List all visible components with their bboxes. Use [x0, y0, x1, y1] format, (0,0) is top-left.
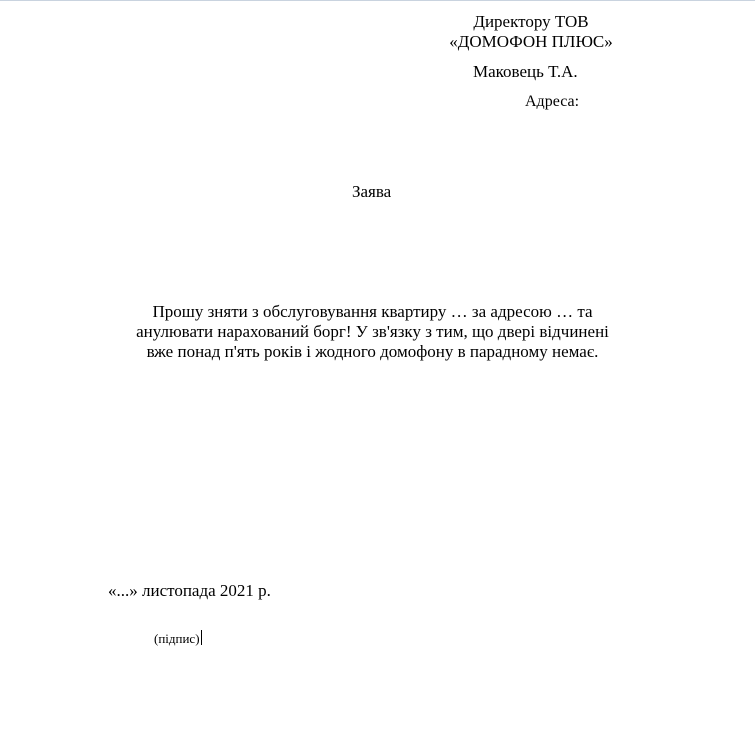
- addressee-line-1: Директору ТОВ: [473, 12, 589, 31]
- document-title: Заява: [352, 182, 392, 201]
- request-text: [100, 302, 645, 362]
- request-line-2: анулювати нарахований борг! У зв'язку з тим, що двері відчинені: [136, 322, 609, 341]
- addressee-line-2: «ДОМОФОН ПЛЮС»: [449, 32, 613, 51]
- request-line-1: Прошу зняти з обслуговування квартиру … за адресою … та: [152, 302, 593, 321]
- signature-label: (підпис): [154, 631, 200, 646]
- text-cursor: [201, 630, 202, 645]
- top-border: [0, 0, 755, 1]
- signature-line[interactable]: [154, 630, 202, 647]
- date-line: «...» листопада 2021 р.: [108, 581, 271, 600]
- address-label: Адреса:: [525, 93, 580, 110]
- request-line-3: вже понад п'ять років і жодного домофону в парадному немає.: [146, 342, 599, 361]
- addressee-block: [441, 12, 621, 52]
- addressee-name: Маковець Т.А.: [473, 62, 578, 81]
